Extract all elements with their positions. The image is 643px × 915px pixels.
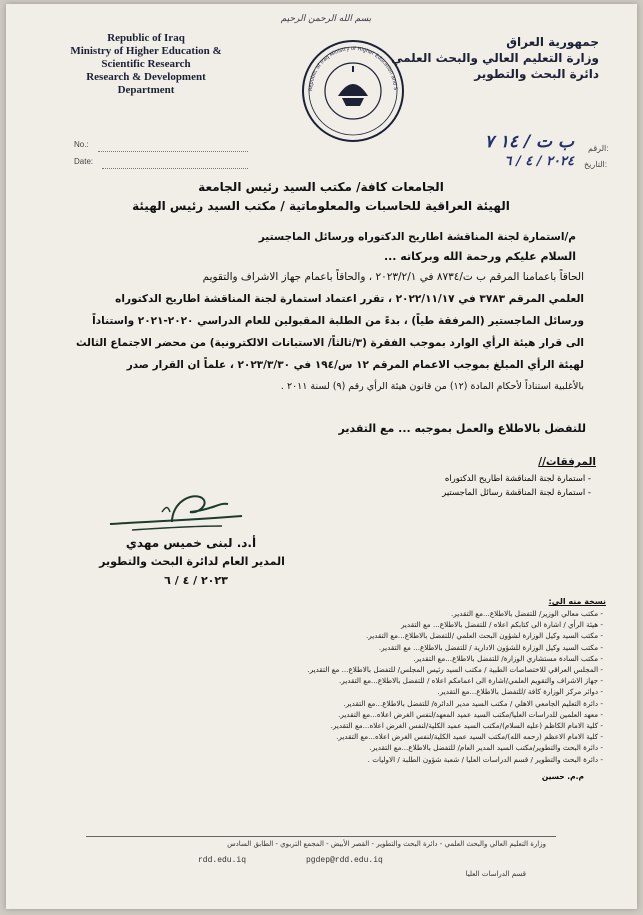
- cc-item: - مكتب السادة مستشاري الوزارة/ للتفضل بالاطلاع...مع التقدير.: [413, 653, 603, 663]
- cc-item: - هيئة الرأي / اشارة الى كتابكم اعلاه / للتفضل بالاطلاع... مع التقدير: [400, 620, 603, 630]
- cc-item: - جهاز الاشراف والتقويم العلمي/اشارة الى اعمامكم اعلاه / للتفضل بالاطلاع...مع التقدير.: [338, 676, 603, 686]
- footer-address: وزارة التعليم العالي والبحث العلمي - دائرة البحث والتطوير - القصر الأبيض - المجمع التربوي - الطابق السادس: [227, 840, 546, 848]
- reference-date: ٢٠٢٤ / ٤ / ٦: [504, 154, 574, 169]
- cc-item: - كلية الامام الكاظم (عليه السلام)/مكتب السيد عميد الكلية/لنفس الغرض اعلاه...مع التقدير.: [330, 721, 603, 731]
- en-line: Ministry of Higher Education &: [70, 45, 222, 57]
- cc-item: - مكتب السيد وكيل الوزارة لشؤون البحث العلمي /للتفضل بالاطلاع...مع التقدير.: [365, 631, 603, 641]
- body-line: لهيئة الرأي المبلغ بموجب الاعمام المرقم ١٢ س/١٩٤ في ٢٠٢٣/٣/٣٠ ، علماً ان القرار صدر: [126, 359, 584, 371]
- signature-scribble-icon: [102, 482, 252, 542]
- ministry-seal-icon: [298, 36, 408, 146]
- ar-line: دائرة البحث والتطوير: [474, 67, 599, 81]
- attachment-item: - استمارة لجنة المناقشة رسائل الماجستير: [442, 488, 591, 498]
- footer-divider: [86, 836, 556, 837]
- seal-text: Republic of Iraq Ministry of Higher Education and S: [307, 45, 399, 92]
- footer-email-link[interactable]: pgdep@rdd.edu.iq: [306, 856, 383, 865]
- cc-item: - دوائر مركز الوزارة كافة /للتفضل بالاطلاع...مع التقدير.: [437, 687, 603, 697]
- cc-title: نسخة منه الى:: [548, 597, 606, 606]
- en-line: Republic of Iraq: [107, 32, 185, 44]
- cc-item: - المجلس العراقي للاختصاصات الطبية / مكتب السيد رئيس المجلس/ للتفضل بالاطلاع... مع التقدير.: [307, 665, 603, 675]
- signatory-name: أ.د. لبنى خميس مهدي: [125, 536, 257, 550]
- en-line: Research & Development: [86, 71, 206, 83]
- signatory-title: المدير العام لدائرة البحث والتطوير: [99, 555, 285, 568]
- cc-list: [156, 608, 603, 765]
- document-page: [6, 4, 637, 909]
- cc-item: - دائرة التعليم الجامعي الاهلي / مكتب السيد مدير الدائرة/ للتفضل بالاطلاع...مع التقدير.: [343, 698, 603, 708]
- ar-line: وزارة التعليم العالي والبحث العلمي: [390, 51, 599, 65]
- attachments-title: المرفقات//: [538, 456, 596, 468]
- en-line: Department: [117, 84, 175, 96]
- cc-item: - دائرة البحث والتطوير / قسم الدراسات العليا / شعبة شؤون الطلبة / الاوليات .: [367, 754, 603, 764]
- body-line: الى قرار هيئة الرأي الوارد بموجب الفقرة (٣/ثالثاً/ الاستبانات الالكترونية) من محضر الاجتماع الثالث: [75, 337, 584, 349]
- attachments-list: [336, 472, 591, 500]
- cc-item: - مكتب معالي الوزير/ للتفضل بالاطلاع...مع التقدير.: [451, 609, 603, 618]
- greeting: السلام عليكم ورحمة الله وبركاته ...: [383, 250, 576, 263]
- closing-line: للتفضل بالاطلاع والعمل بموجبه ... مع التقدير: [338, 422, 586, 435]
- addressee-authority: الهيئة العراقية للحاسبات والمعلوماتية / مكتب السيد رئيس الهيئة: [132, 199, 510, 213]
- cc-item: - مكتب السيد وكيل الوزارة للشؤون الادارية / للتفضل بالاطلاع... مع التقدير.: [378, 642, 603, 652]
- body-line: بالأغلبية استناداً لأحكام المادة (١٢) من قانون هيئة الرأي رقم (٩) لسنة ٢٠١١ .: [280, 381, 584, 392]
- footer-dept: قسم الدراسات العليا: [465, 870, 526, 878]
- cc-item: - كلية الامام الاعظم (رحمه الله)/مكتب السيد عميد الكلية/لنفس الغرض اعلاه...مع التقدير.: [336, 732, 603, 742]
- body-paragraph: [36, 266, 584, 398]
- ar-no-label: الرقم:: [588, 144, 609, 153]
- body-line: الحاقاً باعمامنا المرقم ب ت/٨٧٣٤ في ٢٠٢٣/٢/١ ، والحاقاً باعمام جهاز الاشراف والتقويم: [202, 271, 584, 283]
- basmala: بسم الله الرحمن الرحيم: [280, 14, 372, 24]
- no-line: [98, 151, 248, 152]
- addressee-universities: الجامعات كافة/ مكتب السيد رئيس الجامعة: [198, 180, 444, 194]
- attachment-item: - استمارة لجنة المناقشة اطاريح الدكتوراه: [444, 474, 591, 484]
- ar-date-label: التاريخ:: [584, 160, 607, 169]
- en-line: Scientific Research: [101, 58, 191, 70]
- no-label: No.:: [74, 140, 89, 149]
- date-label: Date:: [74, 157, 94, 166]
- body-line: العلمي المرقم ٣٧٨٣ في ٢٠٢٢/١١/١٧ ، تقرر اعتماد استمارة لجنة المناقشة اطاريح الدكتوراه: [115, 293, 584, 305]
- reference-number: ب ت / ١٤ ٧: [484, 132, 574, 152]
- cc-item: - دائرة البحث والتطوير/مكتب السيد المدير العام/ للتفضل بالاطلاع...مع التقدير.: [369, 743, 603, 753]
- footer-website-link[interactable]: rdd.edu.iq: [198, 856, 247, 865]
- subject-line: م/استمارة لجنة المناقشة اطاريح الدكتوراه ورسائل الماجستير: [258, 231, 576, 243]
- english-header: [46, 32, 246, 97]
- signature-date: ٢٠٢٣ / ٤ / ٦: [164, 574, 228, 587]
- cc-initials: م.م. حسين: [541, 772, 584, 781]
- arabic-header: [389, 34, 599, 82]
- ar-line: جمهورية العراق: [506, 35, 599, 49]
- date-line: [102, 168, 248, 169]
- cc-item: - معهد العلمين للدراسات العليا/مكتب السيد عميد المعهد/لنفس الغرض اعلاه...مع التقدير.: [338, 709, 603, 719]
- body-line: ورسائل الماجستير (المرفقة طياً) ، بدءً من الطلبة المقبولين للعام الدراسي ٢٠٢٠-٢٠٢١ واستناداً: [92, 315, 584, 327]
